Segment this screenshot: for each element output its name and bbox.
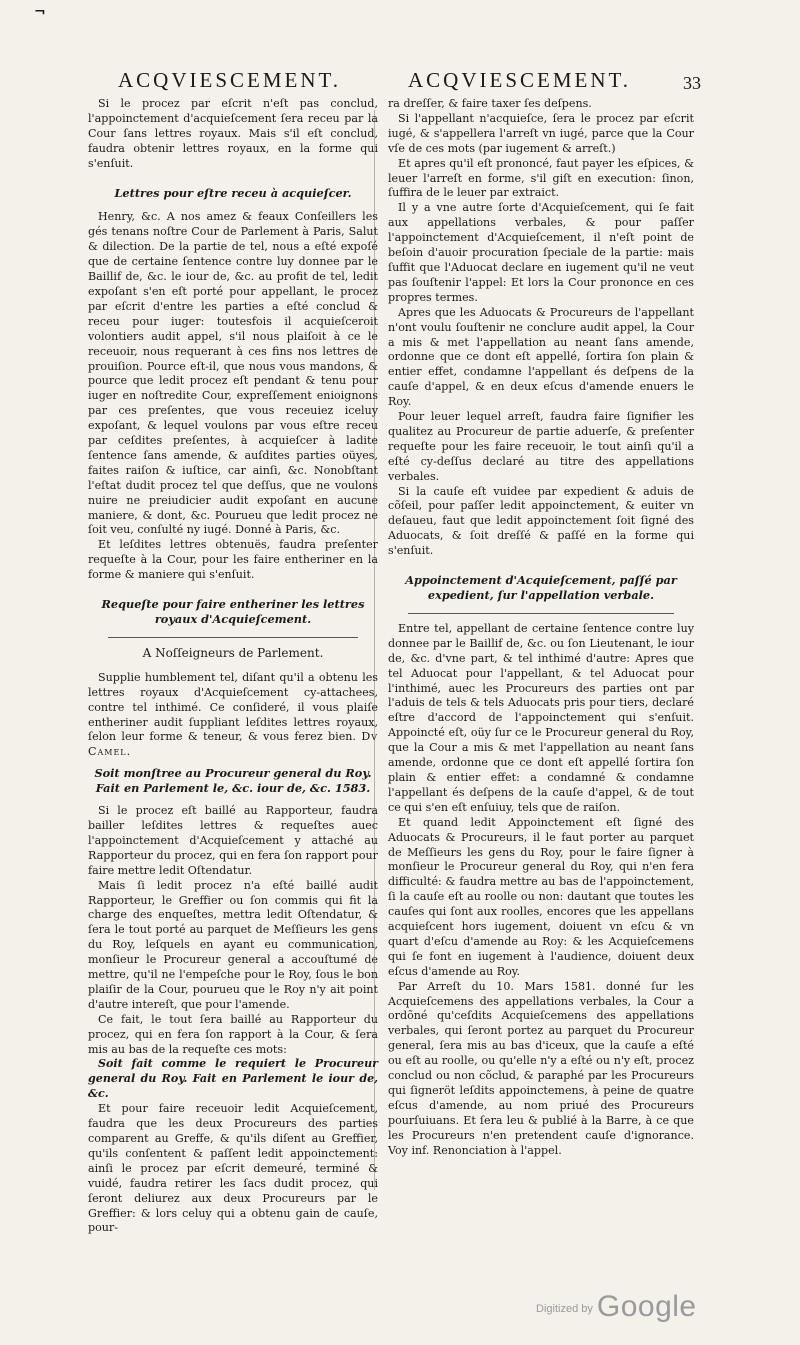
running-head-right: ACQVIESCEMENT.: [408, 68, 632, 92]
paragraph: Si le procez eſt baillé au Rapporteur, faudra bailler leſdites lettres & requeſtes auec l'appoinctement d'Acquieſcement y attaché au Rapporteur du procez, qui en fera ſon rapport pour faire mettre ledit Oſtendatur.: [88, 804, 378, 877]
paragraph: Mais ſi ledit procez n'a eſté baillé audit Rapporteur, le Greffier ou ſon commis qui fit la charge des enqueſtes, mettra ledit Oſtendatur, & ſera le tout porté au parquet de Meſſieurs les gens du Roy, leſquels en ayant eu communication, monſieur le Procureur general a accouſtumé de mettre, qu'il ne l'empeſche pour le Roy, ſous le bon plaiſir de la Cour, pourueu que le Roy n'y ait point d'autre intereſt, que pour l'amende.: [88, 878, 378, 1011]
paragraph: ra dreſſer, & faire taxer ſes deſpens.: [388, 97, 592, 110]
paragraph: Et quand ledit Appoinctement eſt ſigné des Aduocats & Procureurs, il le faut porter au parquet de Meſſieurs les gens du Roy, pour le faire ſigner à monſieur le Procureur general du Roy, qui n'en fera difficulté: & faudra mettre au bas de l'appoinctement, ſi la cauſe eſt au roolle ou non: dautant que toutes les cauſes qui ſont aux roolles, encores que les appellans acquieſcent hors iugement, doiuent vn eſcu & vn quart d'eſcu d'amende au Roy: & les Acquieſcemens qui ſe font en iugement à l'audience, doiuent deux eſcus d'amende au Roy.: [388, 815, 694, 978]
paragraph: Apres que les Aduocats & Procureurs de l'appellant n'ont voulu ſouſtenir ne conclure audit appel, la Cour a mis & met l'appellation au neant ſans amende, ordonne que ce dont eſt appellé, ſortira ſon plain & entier effet, condamne l'appellant és deſpens de la cauſe d'appel, & en deux eſcus d'amende enuers le Roy.: [388, 305, 694, 409]
left-column: [88, 97, 378, 1236]
paragraph: Si le procez par eſcrit n'eſt pas conclud, l'appoinctement d'acquieſcement ſera receu par la Cour ſans lettres royaux. Mais s'il eſt conclud, faudra obtenir lettres royaux, en la forme qui s'enſuit.: [88, 97, 378, 170]
right-column: [388, 97, 694, 1159]
section-heading: Soit monſtree au Procureur general du Roy. Fait en Parlement le, &c. iour de, &c. 1583.: [94, 766, 372, 796]
paragraph: [88, 671, 378, 760]
paragraph-text: Supplie humblement tel, diſant qu'il a obtenu les lettres royaux d'Acquieſcement cy-attachees, contre tel inthimé. Ce conſideré, il vous plaiſe entheriner audit ſuppliant leſdites lettres royaux, ſelon leur forme & teneur, & vous ferez bien.: [88, 670, 378, 744]
paragraph: Ce fait, le tout ſera baillé au Rapporteur du procez, qui en fera ſon rapport à la Cour, & ſera mis au bas de la requeſte ces mots:: [88, 1012, 378, 1056]
paragraph: Henry, &c. A nos amez & feaux Conſeillers les gés tenans noſtre Cour de Parlement à Paris, Salut & dilection. De la partie de tel, nous a eſté expoſé que de certaine ſentence contre luy donnee par le Baillif de, &c. le iour de, &c. au profit de tel, ledit expoſant s'en eſt porté pour appellant, le procez par eſcrit d'entre les parties a eſté conclud & receu pour iuger: toutesfois il acquieſceroit volontiers audit appel, s'il nous plaiſoit à ce le receuoir, nous requerant à ces fins nos lettres de prouiſion. Pource eſt-il, que nous vous mandons, & pource que ledit procez eſt pendant & tenu pour iuger en noſtredite Cour, expreſſement enioignons par ces preſentes, que vous receuiez iceluy expoſant, & lequel voulons par vous eſtre receu par ceſdites preſentes, à acquieſcer à ladite ſentence ſans amende, & auſdites parties oüyes, faites raiſon & iuſtice, car ainſi, &c. Nonobſtant l'eſtat dudit procez tel que deſſus, que ne voulons nuire ne preiudicier audit expoſant en aucune maniere, & dont, &c. Pourueu que ledit procez ne ſoit veu, conſulté ny iugé. Donné à Paris, &c.: [88, 210, 378, 537]
digitized-by-label: Digitized by: [536, 1303, 593, 1315]
page-number: 33: [683, 73, 701, 93]
paragraph: Si la cauſe eſt vuidee par expedient & aduis de cõſeil, pour paſſer ledit appoinctement, & euiter vn deſaueu, faut que ledit appoinctement ſoit ſigné des Aduocats, & ſoit dreſſé & paſſé en la forme qui s'enſuit.: [388, 484, 694, 558]
paragraph: Il y a vne autre ſorte d'Acquieſcement, qui ſe fait aux appellations verbales, & pour paſſer l'appoinctement d'Acquieſcement, il n'eſt point de beſoin d'auoir procuration ſpeciale de la partie: mais ſuffit que l'Aduocat declare en iugement qu'il ne veut pas ſouſtenir l'appel: Et lors la Cour prononce en ces propres termes.: [388, 201, 694, 304]
paragraph: Et pour faire receuoir ledit Acquieſcement, faudra que les deux Procureurs des parties comparent au Greffe, & qu'ils diſent au Greffier, qu'ils conſentent & paſſent ledit appoinctement: ainſi le procez par eſcrit demeuré, terminé & vuidé, faudra retirer les ſacs dudit procez, qui ſeront deliurez aux deux Procureurs par le Greffier: & lors celuy qui a obtenu gain de cauſe, pour-: [88, 1102, 378, 1235]
corner-mark: ¬: [34, 4, 46, 20]
paragraph: Entre tel, appellant de certaine ſentence contre luy donnee par le Baillif de, &c. ou ſon Lieutenant, le iour de, &c. d'vne part, & tel inthimé d'autre: Apres que tel Aduocat pour l'appellant, & tel Aduocat pour l'inthimé, auec les Procureurs des parties ont par l'aduis de tels & tels Aduocats pris pour tiers, declaré eſtre d'accord de l'appoinctement qui s'enſuit. Appoincté eſt, oüy ſur ce le Procureur general du Roy, que la Cour a mis & met l'appellation au neant ſans amende, ordonne que ce dont eſt appellé ſortira ſon plain & entier effet: a condamné & condamne l'appellant és deſpens de la cauſe d'appel, & de tout ce qui s'en eſt enſuiuy, tels que de raiſon.: [388, 621, 694, 814]
paragraph: Et apres qu'il eſt prononcé, faut payer les eſpices, & leuer l'arreſt en forme, s'il giſt en execution: ſinon, ſuffira de le leuer par extraict.: [388, 156, 694, 200]
signature: Dv Camel.: [88, 730, 378, 759]
section-heading: Lettres pour eſtre receu à acquieſcer.: [114, 185, 352, 200]
formula-text: Soit fait comme le requiert le Procureur general du Roy. Fait en Parlement le iour de, &c.: [88, 1057, 378, 1101]
paragraph: Par Arreſt du 10. Mars 1581. donné ſur les Acquieſcemens des appellations verbales, la Cour a ordõné qu'ceſdits Acquieſcemens des appellations verbales, qui ſeront portez au parquet du Procureur general, ſera mis au bas d'iceux, que la cauſe a eſté ou eſt au roolle, ou qu'elle n'y a eſté ou n'y eſt, procez conclud ou non cõclud, & paraphé par les Procureurs qui ſigneröt leſdits appoinctemens, à peine de quatre eſcus d'amende, au nom priué des Procureurs pourſuiuans. Et ſera leu & publié à la Barre, à ce que les Procureurs n'en pretendent cauſe d'ignorance. Voy inf. Renonciation à l'appel.: [388, 979, 694, 1157]
salutation: A Noſſeigneurs de Parlement.: [142, 645, 324, 660]
paragraph: Pour leuer lequel arreſt, faudra faire ſignifier les qualitez au Procureur de partie aduerſe, & preſenter requeſte pour les faire receuoir, le tout ainſi qu'il a eſté cy-deſſus declaré au titre des appellations verbales.: [388, 410, 694, 483]
digitized-by-google-watermark: [536, 1290, 697, 1324]
paragraph: Si l'appellant n'acquieſce, ſera le procez par eſcrit iugé, & s'appellera l'arreſt vn iugé, parce que la Cour vſe de ces mots (par iugement & arreſt.): [388, 111, 694, 155]
rule: [408, 613, 674, 614]
running-head-left: ACQVIESCEMENT.: [118, 68, 342, 92]
rule: [108, 637, 358, 638]
section-heading: Requeſte pour faire entheriner les lettres royaux d'Acquieſcement.: [101, 597, 365, 626]
paragraph: Et leſdites lettres obtenuës, faudra preſenter requeſte à la Cour, pour les faire entheriner en la forme & maniere qui s'enſuit.: [88, 538, 378, 582]
google-logo: Google: [596, 1290, 697, 1323]
section-heading: Appoinctement d'Acquieſcement, paſſé par expedient, ſur l'appellation verbale.: [405, 573, 677, 602]
